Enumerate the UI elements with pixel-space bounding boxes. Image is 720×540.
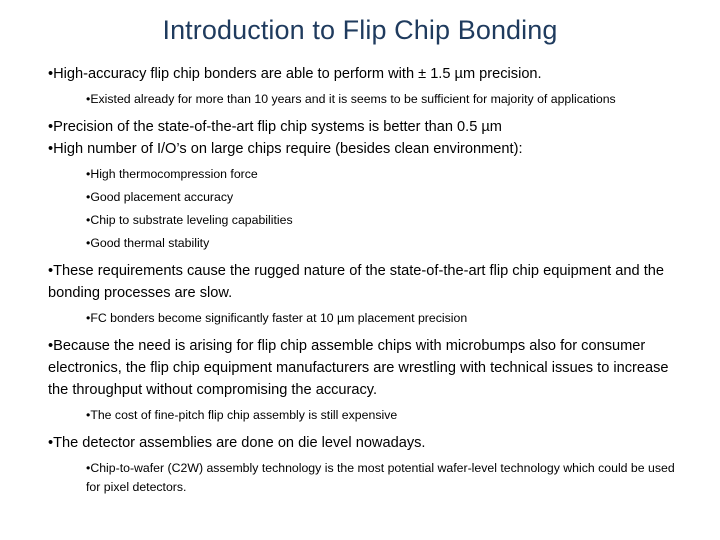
sub-bullet-text: Good thermal stability bbox=[90, 236, 210, 250]
bullet-list bbox=[48, 63, 688, 497]
bullet-item bbox=[48, 116, 688, 138]
bullet-marker: • bbox=[48, 119, 54, 135]
bullet-text: Because the need is arising for flip chip assemble chips with microbumps also for consumer electronics, the flip chip equipment manufacturers are wrestling with technical issues to increase the throughput without compromising the accuracy. bbox=[48, 338, 669, 398]
bullet-marker: • bbox=[86, 167, 91, 181]
bullet-marker: • bbox=[86, 190, 91, 204]
bullet-marker: • bbox=[48, 435, 54, 451]
bullet-text: High-accuracy flip chip bonders are able to perform with ± 1.5 µm precision. bbox=[53, 66, 542, 82]
sub-bullet-item bbox=[86, 165, 688, 184]
bullet-marker: • bbox=[86, 236, 91, 250]
sub-bullet-text: Existed already for more than 10 years and it is seems to be sufficient for majority of applications bbox=[90, 92, 616, 106]
sub-bullet-item bbox=[86, 459, 688, 497]
sub-bullet-item bbox=[86, 90, 688, 109]
bullet-marker: • bbox=[86, 311, 91, 325]
sub-bullet-text: FC bonders become significantly faster at 10 µm placement precision bbox=[90, 311, 468, 325]
sub-bullet-text: Good placement accuracy bbox=[90, 190, 234, 204]
slide-title: Introduction to Flip Chip Bonding bbox=[162, 15, 558, 45]
sub-bullet-item bbox=[86, 211, 688, 230]
sub-bullet-item bbox=[86, 234, 688, 253]
sub-bullet-text: Chip to substrate leveling capabilities bbox=[90, 213, 293, 227]
bullet-marker: • bbox=[86, 408, 91, 422]
sub-bullet-text: High thermocompression force bbox=[90, 167, 258, 181]
bullet-marker: • bbox=[48, 338, 54, 354]
bullet-text: High number of I/O’s on large chips require (besides clean environment): bbox=[53, 141, 523, 157]
bullet-item bbox=[48, 138, 688, 160]
bullet-marker: • bbox=[86, 461, 91, 475]
bullet-item bbox=[48, 335, 688, 401]
bullet-marker: • bbox=[48, 263, 54, 279]
sub-bullet-item bbox=[86, 406, 688, 425]
bullet-text: These requirements cause the rugged nature of the state-of-the-art flip chip equipment and the bonding processes are slow. bbox=[48, 263, 664, 301]
bullet-marker: • bbox=[86, 213, 91, 227]
sub-bullet-text: The cost of fine-pitch flip chip assembly is still expensive bbox=[90, 408, 398, 422]
bullet-text: The detector assemblies are done on die level nowadays. bbox=[53, 435, 426, 451]
sub-bullet-text: Chip-to-wafer (C2W) assembly technology is the most potential wafer-level technology which could be used for pixel detectors. bbox=[86, 461, 675, 494]
bullet-marker: • bbox=[48, 141, 54, 157]
bullet-marker: • bbox=[48, 66, 54, 82]
bullet-item bbox=[48, 260, 688, 304]
sub-bullet-item bbox=[86, 188, 688, 207]
bullet-marker: • bbox=[86, 92, 91, 106]
sub-bullet-item bbox=[86, 309, 688, 328]
bullet-item bbox=[48, 432, 688, 454]
bullet-item bbox=[48, 63, 688, 85]
bullet-text: Precision of the state-of-the-art flip chip systems is better than 0.5 µm bbox=[53, 119, 502, 135]
